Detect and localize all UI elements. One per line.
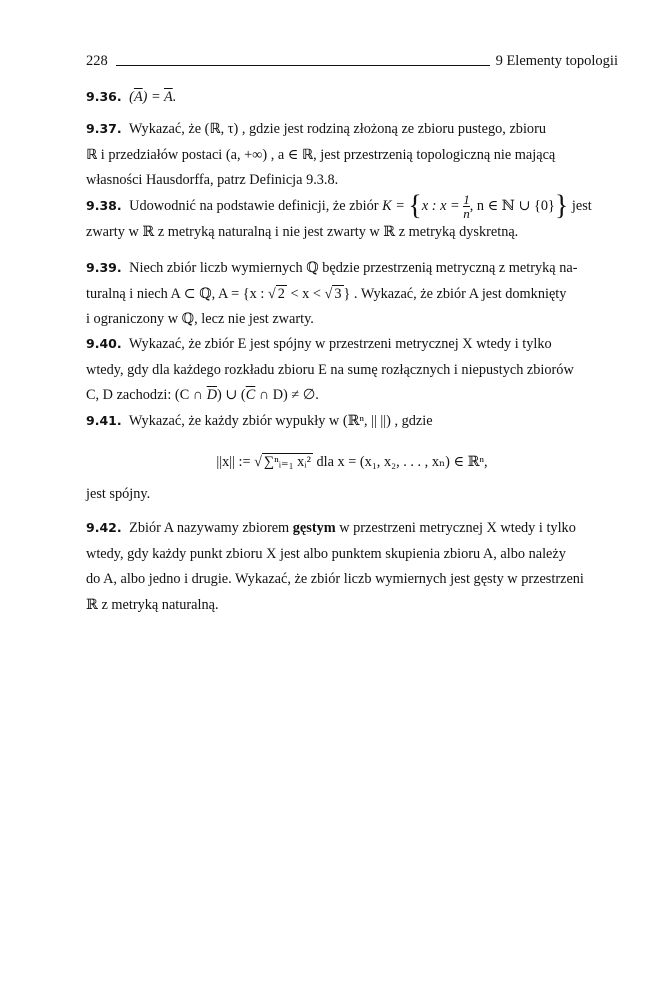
exercise-number: 9.38. (86, 198, 122, 213)
norm-formula: ||x|| := √ ∑ⁿᵢ₌₁ xᵢ² dla x = (x₁, x₂, . . . , xₙ) ∈ ℝⁿ, (216, 454, 488, 470)
chapter-title: 9 Elementy topologii (495, 53, 618, 69)
exercise-number: 9.41. (86, 413, 122, 428)
term-dense: gęstym (292, 520, 336, 536)
header-rule (116, 65, 490, 66)
exercise-9-41-end: jest spójny. (86, 486, 151, 502)
fraction: $\frac{1}{n}$ (463, 192, 470, 222)
exercise-number: 9.36. (86, 89, 122, 104)
exercise-9-41: 9.41. Wykazać, że każdy zbiór wypukły w (ℝⁿ, || ||) , gdzie (86, 413, 433, 429)
page-number: 228 (86, 53, 108, 69)
formula: $(\overline{A}) = \overline{A}$. (129, 89, 177, 105)
exercise-number: 9.39. (86, 260, 122, 275)
exercise-number: 9.42. (86, 520, 122, 535)
exercise-9-42: 9.42. Zbiór A nazywamy zbiorem gęstym w przestrzeni metrycznej X wtedy i tylko wtedy, gdy każdy punkt zbioru X jest albo punktem skupienia zbioru A, albo należy do A, albo jedno i drugie. Wykazać, że zbiór liczb wymiernych jest gęsty w przestrzeni ℝ z metryką naturalną. (86, 520, 584, 613)
exercise-9-37: 9.37. Wykazać, że (ℝ, τ) , gdzie jest rodziną złożoną ze zbioru pustego, zbioru ℝ i przedziałów postaci (a, +∞) , a ∈ ℝ, jest przestrzenią topologiczną nie mającą własności Hausdorffa, patrz Definicja 9.3.8. (86, 121, 556, 188)
exercise-9-38: 9.38. Udowodnić na podstawie definicji, że zbiór K = {x : x = $\frac{1}{n}$ , n ∈ ℕ ∪ {0}} jest zwarty w ℝ z metryką naturalną i nie jest zwarty w ℝ z metryką dyskretną. (86, 190, 592, 241)
exercise-number: 9.40. (86, 336, 122, 351)
exercise-9-39: 9.39. Niech zbiór liczb wymiernych ℚ będzie przestrzenią metryczną z metryką na- turalną i niech A ⊂ ℚ, A = {x : √ 2 < x < √ 3 } . Wykazać, że zbiór A jest domknięty i ograniczony w ℚ, lecz nie jest zwarty. (86, 260, 578, 327)
exercise-9-36 (86, 84, 618, 111)
running-header (86, 52, 618, 70)
exercise-9-40: 9.40. Wykazać, że zbiór E jest spójny w przestrzeni metrycznej X wtedy i tylko wtedy, gdy dla każdego rozkładu zbioru E na sumę rozłącznych i niepustych zbiorów C, D zachodzi: (C ∩ $\overline{D}$) ∪ ($\overline{C}$ ∩ D) ≠ ∅. (86, 336, 574, 403)
exercise-number: 9.37. (86, 121, 122, 136)
